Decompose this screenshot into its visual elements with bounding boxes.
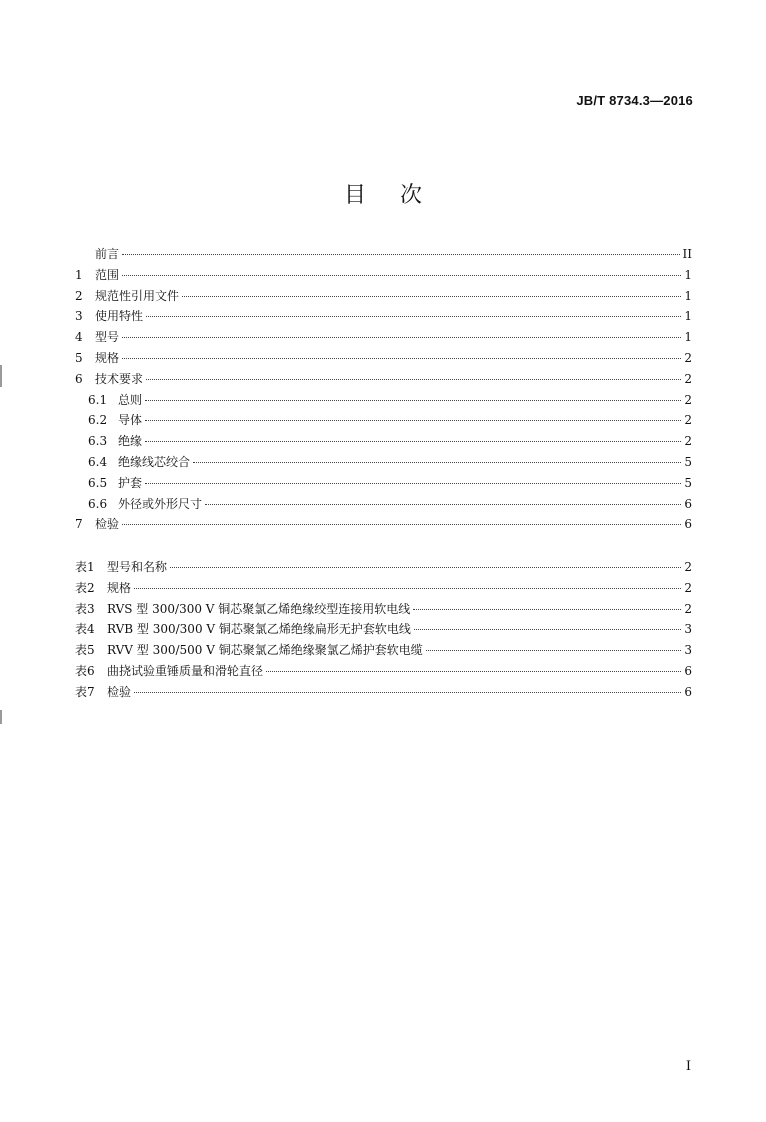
dot-leader xyxy=(146,379,681,380)
dot-leader xyxy=(122,254,680,255)
entry-title: 导体 xyxy=(118,413,143,428)
entry-number: 4 xyxy=(75,330,83,345)
toc-entry[interactable] xyxy=(75,245,692,266)
dot-leader xyxy=(145,441,681,442)
table-entry[interactable] xyxy=(75,600,692,621)
entry-number: 6 xyxy=(75,371,83,386)
page-title: 目次 xyxy=(343,183,456,208)
toc-entry[interactable] xyxy=(75,349,692,370)
toc-entry[interactable] xyxy=(75,411,692,432)
toc-entry[interactable] xyxy=(75,515,692,536)
entry-number: 6.3 xyxy=(88,434,108,449)
toc-entry[interactable] xyxy=(75,307,692,328)
entry-page-number: 6 xyxy=(684,496,692,511)
table-entry[interactable] xyxy=(75,641,692,662)
dot-leader xyxy=(413,609,681,610)
toc-entry[interactable] xyxy=(75,495,692,516)
entry-page-number: 2 xyxy=(684,434,692,449)
entry-page-number: 2 xyxy=(684,413,692,428)
dot-leader xyxy=(134,692,681,693)
entry-title: RVB 型 300/300 V 铜芯聚氯乙烯绝缘扁形无护套软电线 xyxy=(107,622,411,637)
entry-number: 6.1 xyxy=(88,392,108,407)
entry-title: RVS 型 300/300 V 铜芯聚氯乙烯绝缘绞型连接用软电线 xyxy=(107,601,411,616)
toc-entry[interactable] xyxy=(75,266,692,287)
scan-edge-mark xyxy=(0,710,2,724)
table-entry[interactable] xyxy=(75,662,692,683)
entry-number: 表1 xyxy=(75,560,95,574)
dot-leader xyxy=(182,296,681,297)
entry-number: 表7 xyxy=(75,684,95,699)
entry-title: RVV 型 300/500 V 铜芯聚氯乙烯绝缘聚氯乙烯护套软电缆 xyxy=(107,643,423,658)
entry-page-number: 6 xyxy=(684,684,692,699)
contents-list xyxy=(75,245,692,536)
entry-page-number: 1 xyxy=(684,330,692,345)
entry-page-number: 1 xyxy=(684,267,692,282)
scan-edge-mark xyxy=(0,365,2,387)
entry-number: 表5 xyxy=(75,643,95,658)
dot-leader xyxy=(145,400,681,401)
toc-entry[interactable] xyxy=(75,287,692,308)
dot-leader xyxy=(414,629,681,630)
dot-leader xyxy=(122,358,681,359)
entry-title: 使用特性 xyxy=(95,309,144,324)
entry-number: 7 xyxy=(75,517,83,532)
entry-page-number: 6 xyxy=(684,663,692,678)
table-entry[interactable] xyxy=(75,558,692,579)
toc-entry[interactable] xyxy=(75,370,692,391)
toc-entry[interactable] xyxy=(75,432,692,453)
dot-leader xyxy=(122,275,681,276)
entry-page-number: 1 xyxy=(684,288,692,303)
standard-code: JB/T 8734.3—2016 xyxy=(576,93,693,108)
entry-title: 规格 xyxy=(95,350,120,365)
dot-leader xyxy=(426,650,681,651)
entry-page-number: 2 xyxy=(684,560,692,574)
tables-list xyxy=(75,558,692,704)
dot-leader xyxy=(266,671,681,672)
entry-page-number: 3 xyxy=(684,622,692,637)
table-entry[interactable] xyxy=(75,683,692,704)
entry-page-number: 2 xyxy=(684,371,692,386)
entry-page-number: 2 xyxy=(684,350,692,365)
dot-leader xyxy=(146,316,681,317)
entry-page-number: 5 xyxy=(684,475,692,490)
entry-number: 表6 xyxy=(75,663,95,678)
entry-number: 6.6 xyxy=(88,496,108,511)
entry-number: 6.2 xyxy=(88,413,108,428)
entry-title: 检验 xyxy=(95,517,120,532)
table-entry[interactable] xyxy=(75,620,692,641)
dot-leader xyxy=(145,483,681,484)
entry-number: 1 xyxy=(75,267,83,282)
entry-page-number: 1 xyxy=(684,309,692,324)
entry-page-number: 5 xyxy=(684,454,692,469)
toc-entry[interactable] xyxy=(75,328,692,349)
toc-entry[interactable] xyxy=(75,474,692,495)
entry-number: 表4 xyxy=(75,622,95,637)
dot-leader xyxy=(170,567,681,568)
entry-title: 技术要求 xyxy=(95,371,144,386)
entry-page-number: II xyxy=(682,247,692,261)
dot-leader xyxy=(134,588,681,589)
entry-title: 绝缘线芯绞合 xyxy=(118,454,191,469)
entry-number: 6.4 xyxy=(88,454,108,469)
entry-title: 总则 xyxy=(118,392,143,407)
dot-leader xyxy=(122,337,681,338)
entry-number: 3 xyxy=(75,309,83,324)
entry-number: 5 xyxy=(75,350,83,365)
entry-page-number: 2 xyxy=(684,601,692,616)
entry-number: 表3 xyxy=(75,601,95,616)
entry-title: 绝缘 xyxy=(118,434,143,449)
entry-title: 外径或外形尺寸 xyxy=(118,496,203,511)
dot-leader xyxy=(193,462,681,463)
dot-leader xyxy=(205,504,681,505)
entry-title: 规范性引用文件 xyxy=(95,288,180,303)
entry-number: 表2 xyxy=(75,580,95,595)
entry-title: 检验 xyxy=(107,684,132,699)
entry-title: 范围 xyxy=(95,267,120,282)
entry-page-number: 6 xyxy=(684,517,692,532)
entry-page-number: 3 xyxy=(684,643,692,658)
entry-title: 曲挠试验重锤质量和滑轮直径 xyxy=(107,663,264,678)
dot-leader xyxy=(122,524,681,525)
entry-title: 规格 xyxy=(107,580,132,595)
table-entry[interactable] xyxy=(75,579,692,600)
entry-title: 护套 xyxy=(118,475,143,490)
entry-title: 型号 xyxy=(95,330,120,345)
toc-entry[interactable] xyxy=(75,453,692,474)
entry-page-number: 2 xyxy=(684,392,692,407)
dot-leader xyxy=(145,420,681,421)
page-number: I xyxy=(685,1059,691,1074)
entry-title: 前言 xyxy=(95,247,120,261)
entry-title: 型号和名称 xyxy=(107,560,168,574)
toc-entry[interactable] xyxy=(75,391,692,412)
entry-page-number: 2 xyxy=(684,580,692,595)
entry-number: 2 xyxy=(75,288,83,303)
entry-number: 6.5 xyxy=(88,475,108,490)
